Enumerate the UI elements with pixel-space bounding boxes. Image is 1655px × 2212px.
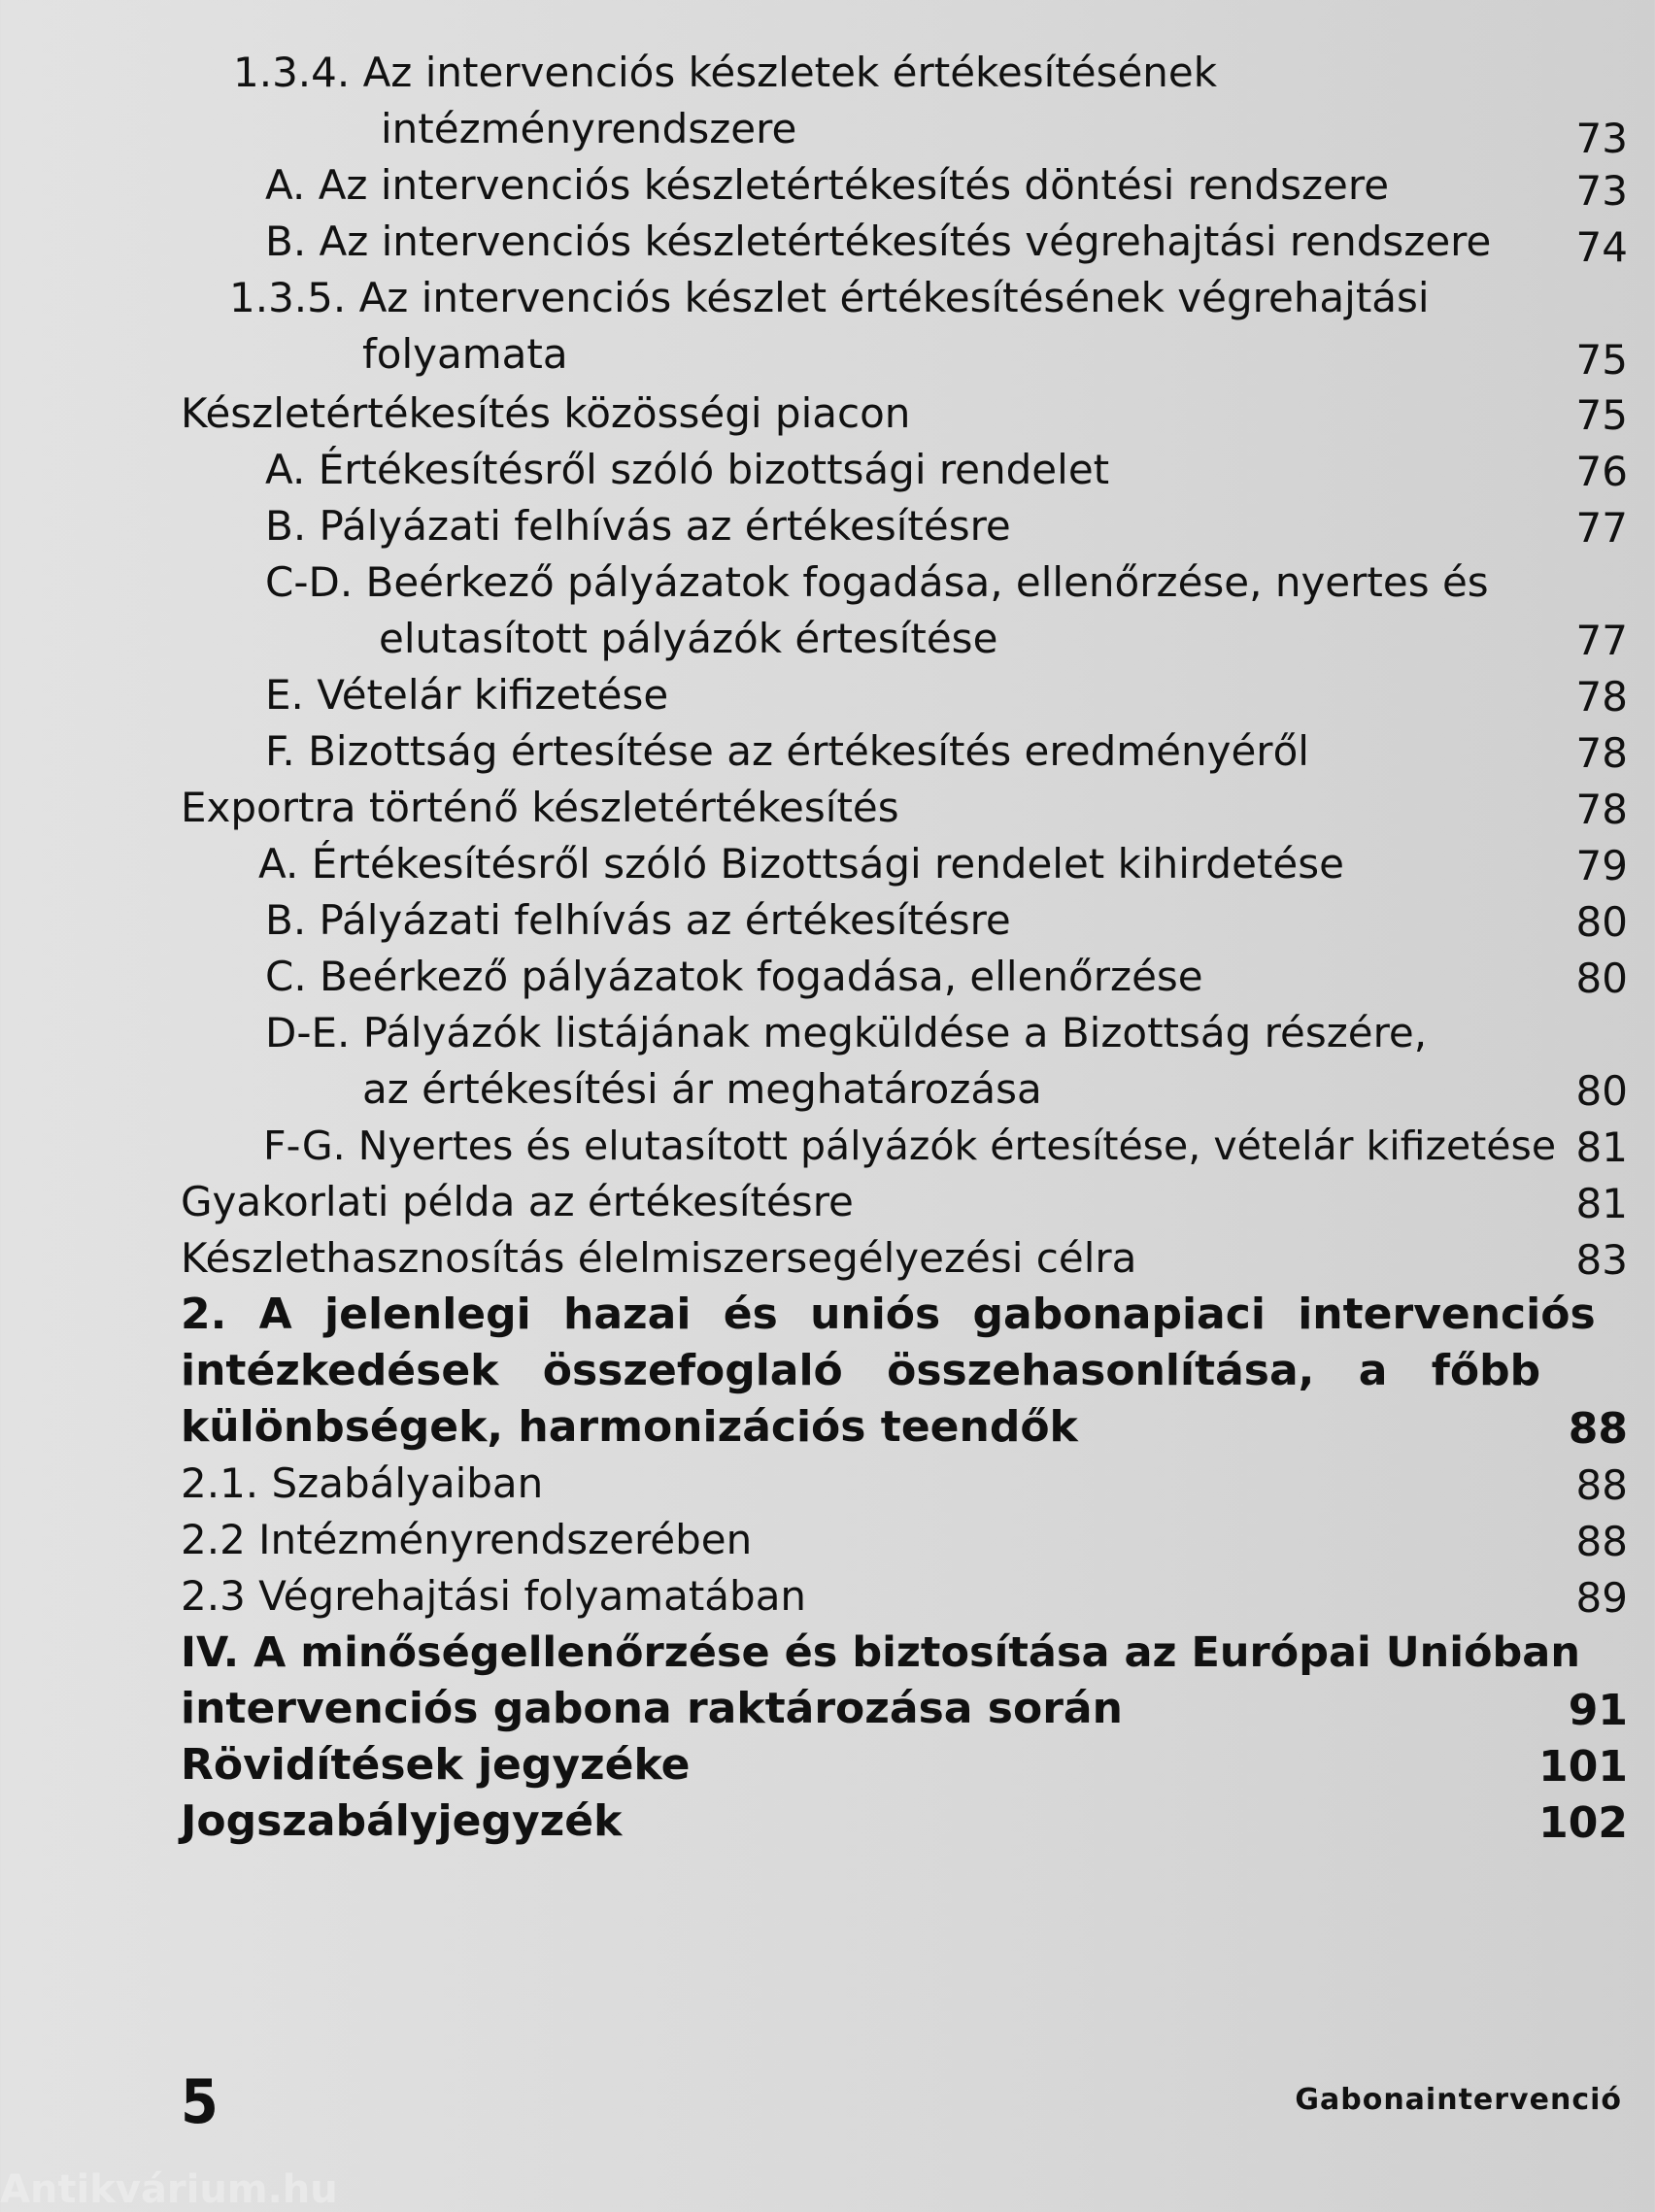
toc-page: 101 <box>1538 1742 1628 1792</box>
toc-entry: A. Értékesítésről szóló Bizottsági rendelet kihirdetése <box>258 840 1344 888</box>
toc-page: 80 <box>1575 955 1628 1002</box>
toc-entry: D-E. Pályázók listájának megküldése a Bizottság részére, <box>265 1009 1428 1056</box>
toc-page: 79 <box>1575 842 1628 889</box>
toc-entry: Exportra történő készletértékesítés <box>181 784 899 831</box>
toc-page: 80 <box>1575 1067 1628 1115</box>
toc-entry: B. Az intervenciós készletértékesítés végrehajtási rendszere <box>265 218 1492 265</box>
toc-page: 88 <box>1575 1461 1628 1509</box>
toc-heading: IV. A minőségellenőrzése és biztosítása az Európai Unióban <box>181 1628 1580 1677</box>
toc-entry: 2.3 Végrehajtási folyamatában <box>181 1572 807 1620</box>
toc-page: 81 <box>1575 1180 1628 1227</box>
toc-entry: A. Értékesítésről szóló bizottsági rendelet <box>265 446 1110 493</box>
toc-page: 73 <box>1575 167 1628 215</box>
toc-page: 74 <box>1575 223 1628 271</box>
toc-entry: Készletértékesítés közösségi piacon <box>181 389 911 437</box>
toc-page: 76 <box>1575 448 1628 495</box>
toc-page: 80 <box>1575 898 1628 946</box>
toc-heading: 2. A jelenlegi hazai és uniós gabonapiaci intervenciós <box>181 1290 1596 1339</box>
toc-entry: elutasított pályázók értesítése <box>379 615 998 662</box>
toc-page: 81 <box>1575 1123 1628 1171</box>
toc-entry: 2.1. Szabályaiban <box>181 1459 544 1507</box>
toc-entry: az értékesítési ár meghatározása <box>362 1065 1042 1113</box>
toc-page: 75 <box>1575 391 1628 439</box>
toc-page: 91 <box>1568 1686 1628 1735</box>
toc-entry: 1.3.5. Az intervenciós készlet értékesítésének végrehajtási <box>229 274 1430 321</box>
toc-entry: F-G. Nyertes és elutasított pályázók értesítése, vételár kifizetése <box>263 1123 1557 1169</box>
toc-entry: 2.2 Intézményrendszerében <box>181 1516 753 1563</box>
running-footer-title: Gabonaintervenció <box>1295 2083 1622 2117</box>
toc-heading: Rövidítések jegyzéke <box>181 1740 691 1790</box>
toc-entry: Gyakorlati példa az értékesítésre <box>181 1178 854 1225</box>
toc-entry: A. Az intervenciós készletértékesítés döntési rendszere <box>265 161 1390 209</box>
toc-entry: folyamata <box>362 330 568 378</box>
toc-heading: Jogszabályjegyzék <box>181 1796 623 1846</box>
toc-page: 78 <box>1575 729 1628 777</box>
toc-entry: intézményrendszere <box>381 105 797 152</box>
toc-page: 78 <box>1575 786 1628 833</box>
toc-entry: B. Pályázati felhívás az értékesítésre <box>265 502 1011 550</box>
toc-page: 83 <box>1575 1236 1628 1284</box>
toc-page: 88 <box>1568 1404 1628 1454</box>
toc-heading: különbségek, harmonizációs teendők <box>181 1402 1078 1452</box>
toc-page: 77 <box>1575 617 1628 664</box>
toc-entry: F. Bizottság értesítése az értékesítés eredményéről <box>265 727 1309 775</box>
toc-page: 89 <box>1575 1574 1628 1622</box>
toc-page: 75 <box>1575 336 1628 384</box>
toc-heading: intézkedések összefoglaló összehasonlítása, a főbb <box>181 1346 1541 1395</box>
toc-entry: C. Beérkező pályázatok fogadása, ellenőrzése <box>265 953 1203 1000</box>
toc-heading: intervenciós gabona raktározása során <box>181 1684 1123 1733</box>
toc-page: 78 <box>1575 673 1628 721</box>
watermark: Antikvárium.hu <box>0 2167 338 2212</box>
toc-entry: E. Vételár kifizetése <box>265 671 669 719</box>
toc-entry: Készlethasznosítás élelmiszersegélyezési célra <box>181 1234 1137 1282</box>
toc-entry: 1.3.4. Az intervenciós készletek értékesítésének <box>233 49 1218 96</box>
toc-entry: C-D. Beérkező pályázatok fogadása, ellenőrzése, nyertes és <box>265 558 1489 606</box>
page-number: 5 <box>181 2066 219 2137</box>
toc-page: 77 <box>1575 504 1628 552</box>
toc-page: 88 <box>1575 1518 1628 1565</box>
toc-page: 102 <box>1538 1798 1628 1848</box>
toc-page: 73 <box>1575 115 1628 162</box>
toc-entry: B. Pályázati felhívás az értékesítésre <box>265 896 1011 944</box>
